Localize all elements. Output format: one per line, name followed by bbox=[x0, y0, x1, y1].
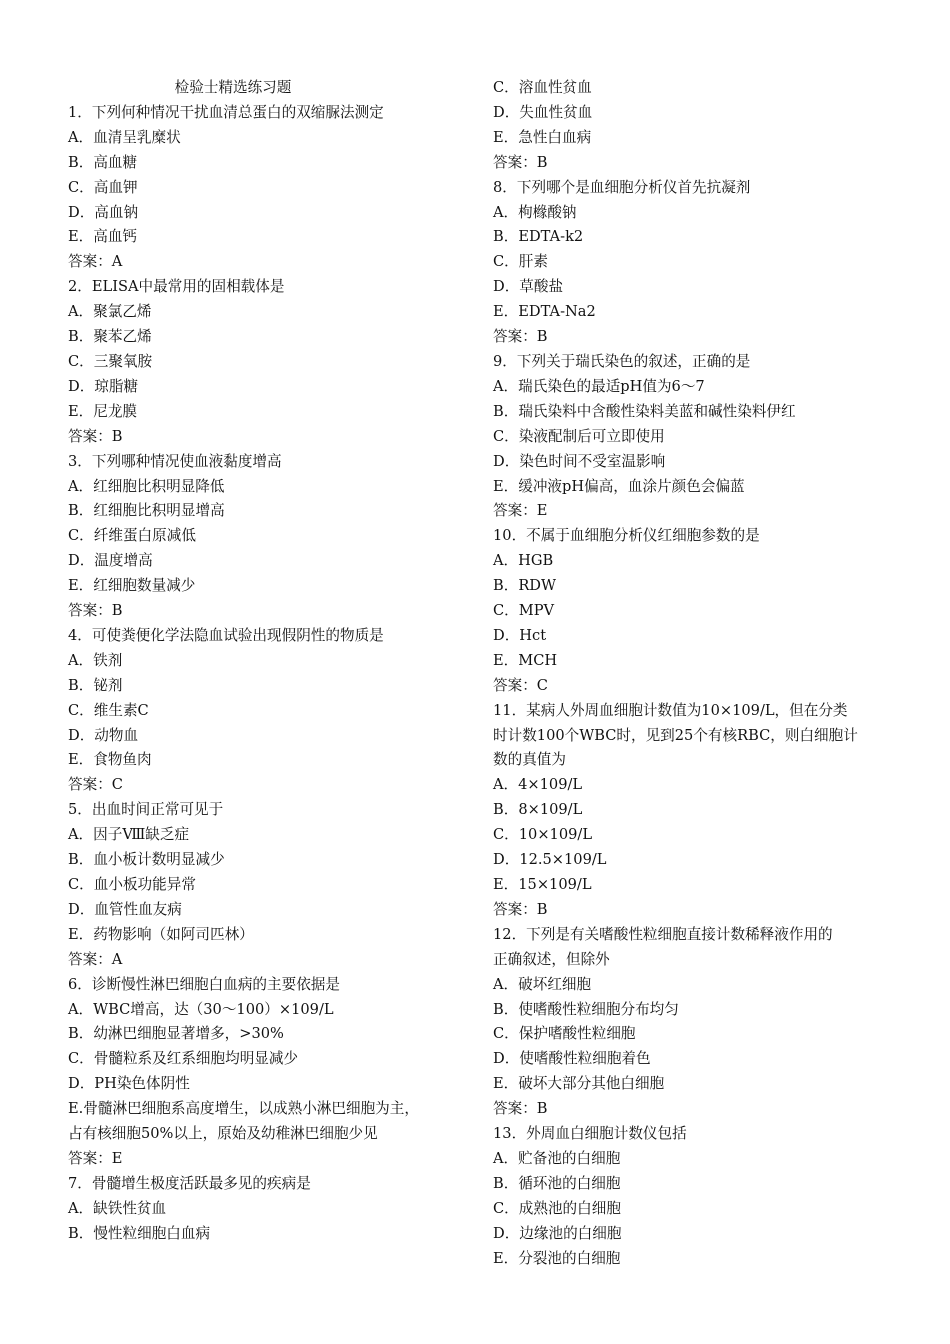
text-line: B．使嗜酸性粒细胞分布均匀 bbox=[493, 1000, 679, 1018]
text-line: E．尼龙膜 bbox=[68, 402, 138, 420]
text-line: B．铋剂 bbox=[68, 676, 123, 694]
text-line: B．慢性粒细胞白血病 bbox=[68, 1224, 211, 1242]
text-line: E．15×109/L bbox=[493, 876, 592, 893]
text-line: A．枸橼酸钠 bbox=[493, 203, 577, 221]
text-line: E．高血钙 bbox=[68, 228, 138, 246]
text-line: D．染色时间不受室温影响 bbox=[493, 452, 666, 470]
text-line: D．PH染色体阴性 bbox=[68, 1075, 190, 1093]
text-line: 正确叙述，但除外 bbox=[493, 950, 610, 968]
right-question-list bbox=[493, 76, 893, 1272]
text-line: B．循环池的白细胞 bbox=[493, 1174, 621, 1192]
text-line: A．瑞氏染色的最适pH值为6～7 bbox=[493, 377, 705, 395]
text-line: B．RDW bbox=[493, 577, 557, 595]
text-line: D．使嗜酸性粒细胞着色 bbox=[493, 1050, 651, 1068]
text-line: 1．下列何种情况干扰血清总蛋白的双缩脲法测定 bbox=[68, 103, 384, 121]
text-line: 5．出血时间正常可见于 bbox=[68, 801, 224, 819]
text-line: A．红细胞比积明显降低 bbox=[68, 477, 225, 495]
text-line: A．缺铁性贫血 bbox=[68, 1199, 167, 1217]
text-line: B．血小板计数明显减少 bbox=[68, 851, 225, 869]
text-line: C．保护嗜酸性粒细胞 bbox=[493, 1025, 636, 1043]
text-line: C．维生素C bbox=[68, 701, 149, 719]
text-line: D．失血性贫血 bbox=[493, 103, 593, 121]
text-line: C．纤维蛋白原减低 bbox=[68, 527, 196, 545]
text-line: 答案：A bbox=[68, 950, 123, 968]
text-line: 2．ELISA中最常用的固相载体是 bbox=[68, 278, 285, 296]
text-line: A．聚氯乙烯 bbox=[68, 303, 152, 321]
text-line: D．边缘池的白细胞 bbox=[493, 1224, 622, 1242]
text-line: C．溶血性贫血 bbox=[493, 79, 592, 96]
text-line: C．骨髓粒系及红系细胞均明显减少 bbox=[68, 1050, 299, 1068]
text-line: 数的真值为 bbox=[493, 751, 566, 769]
text-line: 答案：B bbox=[68, 602, 123, 620]
text-line: C．高血钾 bbox=[68, 178, 138, 196]
text-line: E.骨髓淋巴细胞系高度增生，以成熟小淋巴细胞为主， bbox=[68, 1100, 419, 1118]
text-line: E．EDTA-Na2 bbox=[493, 303, 596, 321]
text-line: D．12.5×109/L bbox=[493, 851, 607, 869]
text-line: 答案：E bbox=[493, 502, 548, 520]
text-line: C．染液配制后可立即使用 bbox=[493, 427, 665, 445]
text-line: D．血管性血友病 bbox=[68, 900, 182, 918]
text-line: E．药物影响（如阿司匹林） bbox=[68, 925, 254, 943]
text-line: 答案：E bbox=[68, 1149, 123, 1167]
text-line: 8．下列哪个是血细胞分析仪首先抗凝剂 bbox=[493, 178, 751, 196]
text-line: B．红细胞比积明显增高 bbox=[68, 502, 225, 520]
left-question-list bbox=[68, 101, 468, 1247]
page-title: 检验士精选练习题 bbox=[174, 79, 292, 96]
text-line: 答案：C bbox=[68, 776, 123, 794]
text-line: B．高血糖 bbox=[68, 153, 138, 171]
text-line: E．急性白血病 bbox=[493, 128, 592, 146]
text-line: D．动物血 bbox=[68, 726, 139, 744]
text-line: 答案：A bbox=[68, 253, 123, 271]
text-line: 10．不属于血细胞分析仪红细胞参数的是 bbox=[493, 527, 760, 545]
text-line: D．琼脂糖 bbox=[68, 377, 139, 395]
text-line: B．幼淋巴细胞显著增多，>30% bbox=[68, 1025, 284, 1043]
right-column bbox=[493, 76, 893, 1272]
text-line: C．MPV bbox=[493, 602, 555, 620]
text-line: A．铁剂 bbox=[68, 651, 123, 669]
text-line: 7．骨髓增生极度活跃最多见的疾病是 bbox=[68, 1174, 311, 1192]
text-line: B．聚苯乙烯 bbox=[68, 328, 152, 346]
text-line: B．EDTA-k2 bbox=[493, 228, 584, 246]
text-line: D．高血钠 bbox=[68, 203, 139, 221]
text-line: D．温度增高 bbox=[68, 552, 153, 570]
text-line: A．贮备池的白细胞 bbox=[493, 1149, 621, 1167]
text-line: 11．某病人外周血细胞计数值为10×109/L，但在分类 bbox=[493, 701, 848, 719]
text-line: C．10×109/L bbox=[493, 826, 593, 844]
text-line: B．瑞氏染料中含酸性染料美蓝和碱性染料伊红 bbox=[493, 402, 796, 420]
text-line: C．血小板功能异常 bbox=[68, 876, 196, 893]
text-line: 9．下列关于瑞氏染色的叙述，正确的是 bbox=[493, 352, 751, 370]
text-line: E．分裂池的白细胞 bbox=[493, 1249, 621, 1267]
text-line: C．成熟池的白细胞 bbox=[493, 1199, 621, 1217]
text-line: C．三聚氧胺 bbox=[68, 352, 153, 370]
text-line: 答案：B bbox=[68, 427, 123, 445]
text-line: A．WBC增高，达（30～100）×109/L bbox=[68, 1000, 334, 1018]
text-line: A．破坏红细胞 bbox=[493, 975, 592, 993]
text-line: D．草酸盐 bbox=[493, 278, 564, 296]
text-line: 时计数100个WBC时，见到25个有核RBC，则白细胞计 bbox=[493, 726, 858, 744]
text-line: 答案：C bbox=[493, 676, 548, 694]
text-line: 答案：B bbox=[493, 328, 548, 346]
text-line: 答案：B bbox=[493, 153, 548, 171]
text-line: 答案：B bbox=[493, 900, 548, 918]
text-line: 12．下列是有关嗜酸性粒细胞直接计数稀释液作用的 bbox=[493, 925, 833, 943]
left-column bbox=[68, 76, 468, 1247]
text-line: A．4×109/L bbox=[493, 776, 583, 794]
text-line: B．8×109/L bbox=[493, 801, 583, 819]
text-line: 答案：B bbox=[493, 1100, 548, 1118]
text-line: 13．外周血白细胞计数仪包括 bbox=[493, 1125, 687, 1143]
text-line: A．血清呈乳糜状 bbox=[68, 128, 181, 146]
text-line: E．MCH bbox=[493, 651, 558, 669]
text-line: E．食物鱼肉 bbox=[68, 751, 152, 769]
text-line: A．因子Ⅷ缺乏症 bbox=[68, 826, 190, 844]
text-line: D．Hct bbox=[493, 626, 547, 644]
text-line: E．红细胞数量减少 bbox=[68, 577, 196, 595]
text-line: E．缓冲液pH偏高，血涂片颜色会偏蓝 bbox=[493, 477, 745, 495]
text-line: A．HGB bbox=[493, 552, 554, 570]
text-line: 6．诊断慢性淋巴细胞白血病的主要依据是 bbox=[68, 975, 340, 993]
text-line: 4．可使粪便化学法隐血试验出现假阴性的物质是 bbox=[68, 626, 384, 644]
text-line: E．破坏大部分其他白细胞 bbox=[493, 1075, 665, 1093]
text-line: 占有核细胞50%以上，原始及幼稚淋巴细胞少见 bbox=[68, 1125, 378, 1143]
text-line: 3．下列哪种情况使血液黏度增高 bbox=[68, 452, 282, 470]
text-line: C．肝素 bbox=[493, 253, 548, 271]
